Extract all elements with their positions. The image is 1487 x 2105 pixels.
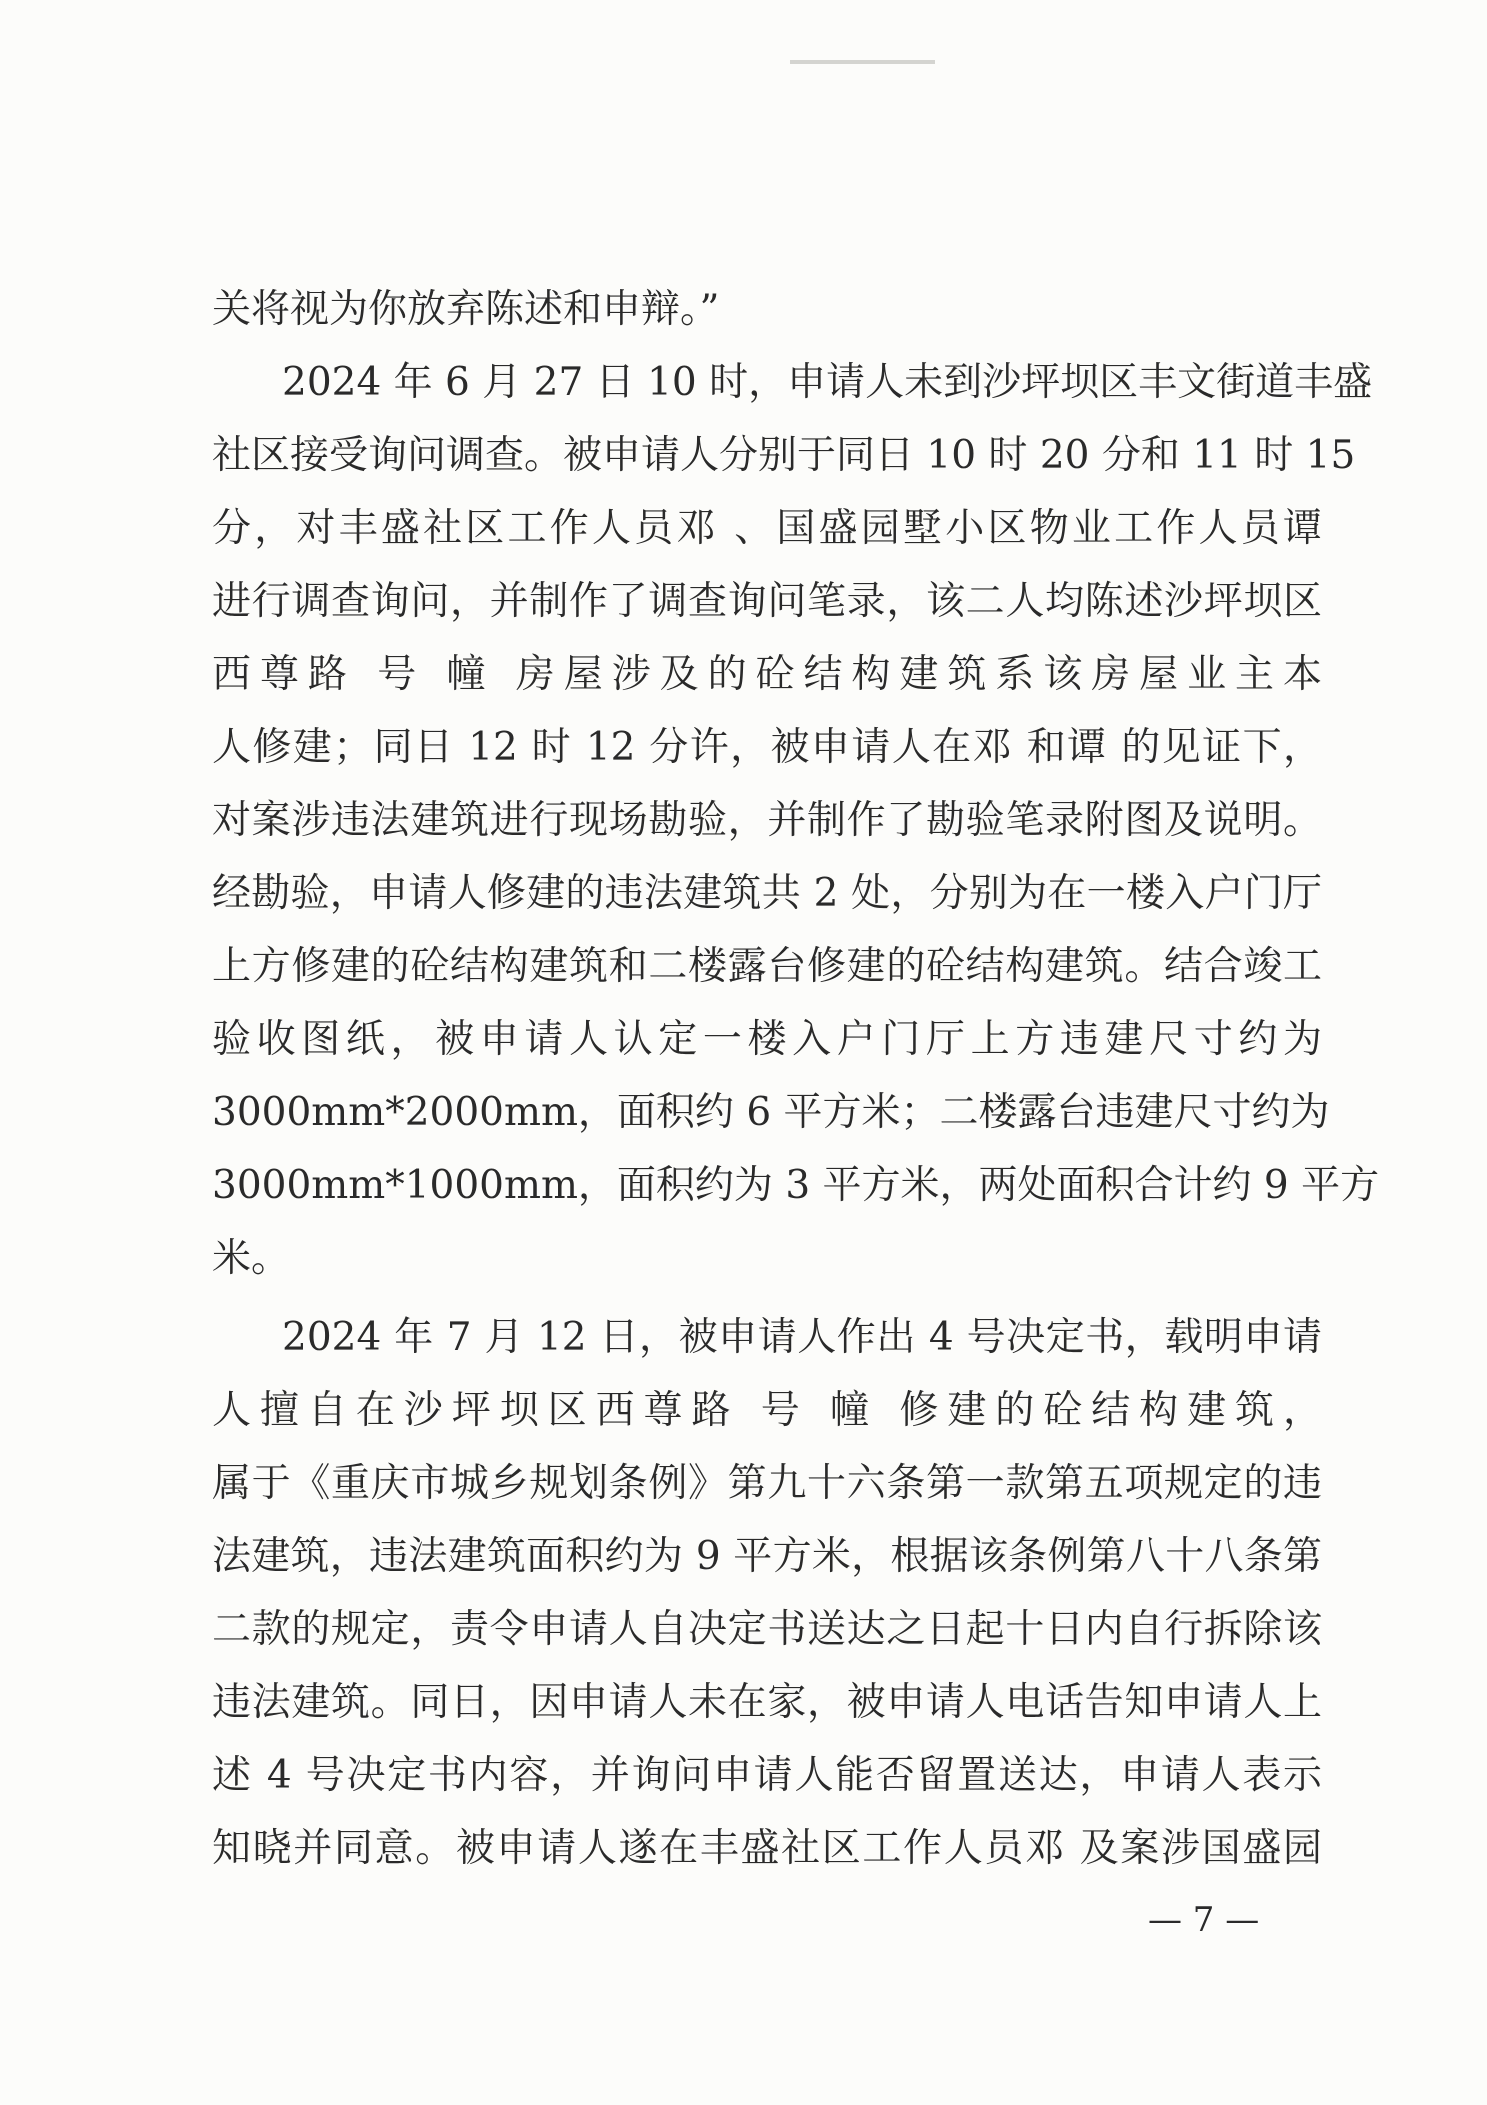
text-line: 2024 年 7 月 12 日，被申请人作出 4 号决定书，载明申请 bbox=[282, 1315, 1322, 1360]
text-line: 西尊路 号 幢 房屋涉及的砼结构建筑系该房屋业主本 bbox=[212, 652, 1322, 697]
text-line: 属于《重庆市城乡规划条例》第九十六条第一款第五项规定的违 bbox=[212, 1461, 1322, 1506]
text-line: 进行调查询问，并制作了调查询问笔录，该二人均陈述沙坪坝区 bbox=[212, 579, 1322, 624]
text-line: 法建筑，违法建筑面积约为 9 平方米，根据该条例第八十八条第 bbox=[212, 1534, 1322, 1579]
text-line: 经勘验，申请人修建的违法建筑共 2 处，分别为在一楼入户门厅 bbox=[212, 871, 1322, 916]
text-line: 上方修建的砼结构建筑和二楼露台修建的砼结构建筑。结合竣工 bbox=[212, 944, 1322, 989]
text-line: 知晓并同意。被申请人遂在丰盛社区工作人员邓 及案涉国盛园 bbox=[212, 1826, 1322, 1871]
text-line: 3000mm*1000mm，面积约为 3 平方米，两处面积合计约 9 平方 bbox=[212, 1163, 1380, 1208]
text-line: 人擅自在沙坪坝区西尊路 号 幢 修建的砼结构建筑， bbox=[212, 1388, 1322, 1433]
text-line: 验收图纸，被申请人认定一楼入户门厅上方违建尺寸约为 bbox=[212, 1017, 1322, 1062]
text-line: 社区接受询问调查。被申请人分别于同日 10 时 20 分和 11 时 15 bbox=[212, 433, 1356, 478]
text-line: 二款的规定，责令申请人自决定书送达之日起十日内自行拆除该 bbox=[212, 1607, 1322, 1652]
text-line: 对案涉违法建筑进行现场勘验，并制作了勘验笔录附图及说明。 bbox=[212, 798, 1322, 843]
text-line: 违法建筑。同日，因申请人未在家，被申请人电话告知申请人上 bbox=[212, 1680, 1322, 1725]
text-line: 述 4 号决定书内容，并询问申请人能否留置送达，申请人表示 bbox=[212, 1753, 1322, 1798]
page-number: — 7 — bbox=[1148, 1900, 1260, 1940]
top-divider bbox=[790, 60, 935, 64]
text-line: 米。 bbox=[212, 1236, 291, 1281]
text-line: 分，对丰盛社区工作人员邓 、国盛园墅小区物业工作人员谭 bbox=[212, 506, 1322, 551]
text-line: 2024 年 6 月 27 日 10 时，申请人未到沙坪坝区丰文街道丰盛 bbox=[282, 360, 1373, 405]
text-line: 3000mm*2000mm，面积约 6 平方米；二楼露台违建尺寸约为 bbox=[212, 1090, 1330, 1135]
text-line: 关将视为你放弃陈述和申辩。” bbox=[212, 287, 720, 332]
text-line: 人修建；同日 12 时 12 分许，被申请人在邓 和谭 的见证下， bbox=[212, 725, 1322, 770]
